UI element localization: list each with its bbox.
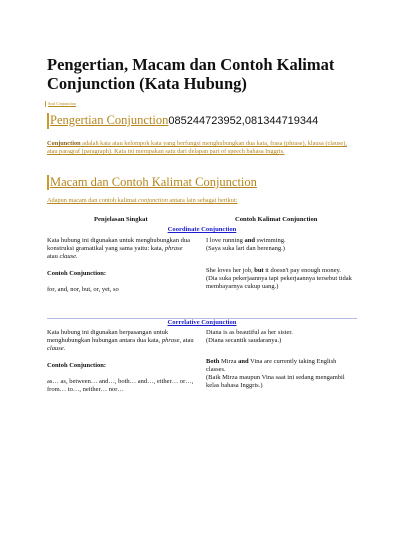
coordinate-description: Kata hubung ini digunakan untuk menghubungkan dua konstruksi gramatikal yang sama yaitu: kata, phrase atau clause. <box>47 237 190 261</box>
coordinate-examples-label: Contoh Conjunction: <box>47 270 107 278</box>
coordinate-example-1-translation: (Saya suka lari dan berenang.) <box>206 245 285 253</box>
macam-conjunction-link[interactable]: Macam dan Contoh Kalimat Conjunction <box>50 175 257 189</box>
correlative-description: Kata hubung ini digunakan berpasangan untuk menghubungkan hubungan antara dua kata, phrase, atau clause. <box>47 329 194 353</box>
intro-text-italic: conjunction <box>138 197 168 204</box>
phone-numbers: 085244723952,081344719344 <box>168 115 319 127</box>
page-title: Pengertian, Macam dan Contoh Kalimat Conjunction (Kata Hubung) <box>47 55 335 93</box>
coordinate-conjunction-heading[interactable]: Coordinate Conjunction <box>167 226 237 233</box>
correlative-explanation-cell <box>47 329 203 395</box>
definition-text: adalah kata atau kelompok kata yang berfungsi menghubungkan dua kata, frasa (phrase), klausa (clause), atau paragraf (paragraph). Kata ini merupakan satu dari delapan part of speech bahasa Inggris. <box>47 140 347 156</box>
correlative-conjunction-heading[interactable]: Correlative Conjunction <box>47 318 357 327</box>
section-heading-macam <box>47 175 257 190</box>
correlative-examples-cell <box>206 329 356 391</box>
correlative-examples-label: Contoh Conjunction: <box>47 362 107 370</box>
correlative-example-2: Both Mirza and Vina are currently taking English classes. <box>206 358 337 374</box>
pengertian-conjunction-link[interactable]: Pengertian Conjunction <box>50 113 169 127</box>
correlative-example-1: Diana is as beautiful as her sister. <box>206 329 293 336</box>
definition-paragraph <box>47 140 357 156</box>
section-intro <box>47 197 347 205</box>
correlative-examples-list: as… as, between… and…, both… and…, either… or…, from… to…, neither… nor… <box>47 378 194 394</box>
coordinate-examples-cell <box>206 237 354 291</box>
correlative-example-1-translation: (Diana secantik saudaranya.) <box>206 337 282 345</box>
coordinate-examples-list: for, and, nor, but, or, yet, so <box>47 286 119 294</box>
definition-term: Conjunction <box>47 140 81 147</box>
category-tag-link[interactable]: Soal Conjunction <box>45 101 76 107</box>
correlative-example-2-translation: (Baik Mirza maupun Vina saat ini sedang mengambil kelas bahasa Inggris.) <box>206 374 345 390</box>
coordinate-explanation-cell <box>47 237 195 294</box>
intro-text-pre: Adapun macam dan contoh kalimat <box>47 197 139 204</box>
coordinate-example-2: She loves her job, but it doesn't pay enough money. <box>206 267 341 275</box>
table-header-explanation: Penjelasan Singkat <box>94 216 148 223</box>
intro-text-post: antara lain sebagai berikut: <box>167 197 238 204</box>
coordinate-example-2-translation: (Dia suka pekerjaannya tapi pekerjaannya tersebut tidak membayarnya cukup uang.) <box>206 275 352 291</box>
table-header-examples: Contoh Kalimat Conjunction <box>235 216 318 223</box>
coordinate-example-1: I love running and swimming. <box>206 237 286 244</box>
section-heading-pengertian <box>47 113 318 129</box>
